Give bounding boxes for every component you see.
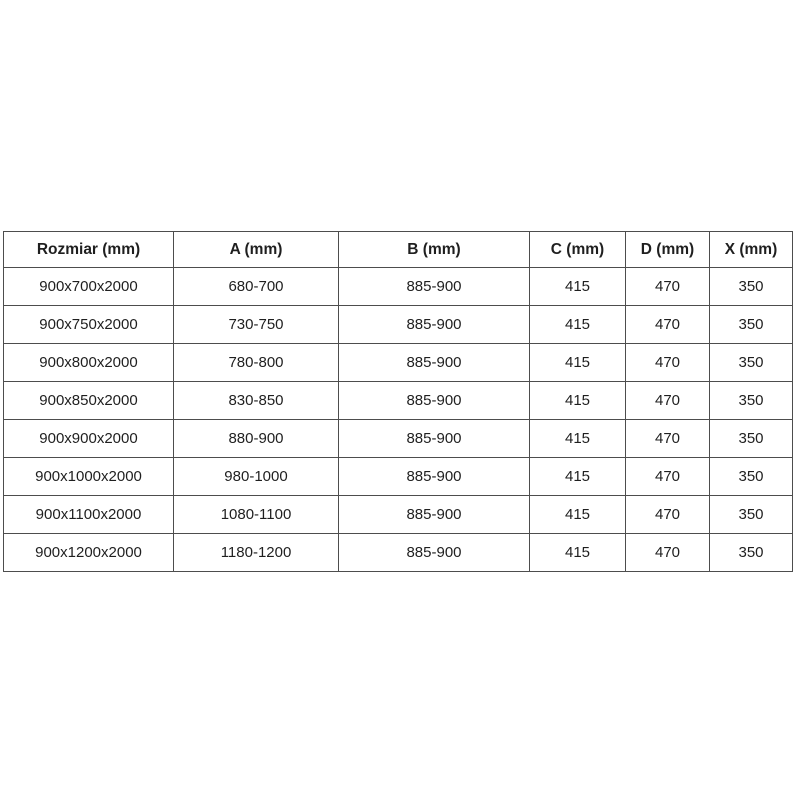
table-cell: 350 — [710, 534, 793, 572]
column-header: A (mm) — [174, 232, 339, 268]
table-cell: 900x900x2000 — [4, 420, 174, 458]
table-cell: 470 — [626, 496, 710, 534]
table-cell: 470 — [626, 534, 710, 572]
table-cell: 680-700 — [174, 268, 339, 306]
table-row — [4, 458, 793, 496]
table-cell: 415 — [530, 496, 626, 534]
table-cell: 900x700x2000 — [4, 268, 174, 306]
table-cell: 415 — [530, 420, 626, 458]
table-cell: 885-900 — [339, 344, 530, 382]
table-cell: 350 — [710, 344, 793, 382]
table-cell: 885-900 — [339, 420, 530, 458]
table-cell: 885-900 — [339, 496, 530, 534]
table-cell: 830-850 — [174, 382, 339, 420]
table-cell: 415 — [530, 458, 626, 496]
table-cell: 470 — [626, 344, 710, 382]
table-cell: 900x1100x2000 — [4, 496, 174, 534]
table-cell: 350 — [710, 458, 793, 496]
table-body — [4, 268, 793, 572]
table-cell: 415 — [530, 306, 626, 344]
table-cell: 470 — [626, 306, 710, 344]
table-row — [4, 534, 793, 572]
table-cell: 900x800x2000 — [4, 344, 174, 382]
table-cell: 900x750x2000 — [4, 306, 174, 344]
table-row — [4, 420, 793, 458]
table-row — [4, 496, 793, 534]
table-cell: 470 — [626, 268, 710, 306]
table-cell: 900x1000x2000 — [4, 458, 174, 496]
table-cell: 1180-1200 — [174, 534, 339, 572]
table-cell: 900x1200x2000 — [4, 534, 174, 572]
table-cell: 350 — [710, 382, 793, 420]
table-cell: 885-900 — [339, 382, 530, 420]
table-head — [4, 232, 793, 268]
table-cell: 415 — [530, 534, 626, 572]
column-header: B (mm) — [339, 232, 530, 268]
table-cell: 415 — [530, 268, 626, 306]
column-header: C (mm) — [530, 232, 626, 268]
table-cell: 885-900 — [339, 306, 530, 344]
table-cell: 1080-1100 — [174, 496, 339, 534]
column-header: X (mm) — [710, 232, 793, 268]
table-cell: 415 — [530, 382, 626, 420]
table-row — [4, 382, 793, 420]
table-cell: 470 — [626, 420, 710, 458]
table-cell: 350 — [710, 496, 793, 534]
table-cell: 470 — [626, 382, 710, 420]
table-cell: 470 — [626, 458, 710, 496]
table-cell: 885-900 — [339, 458, 530, 496]
table-cell: 885-900 — [339, 534, 530, 572]
table-cell: 885-900 — [339, 268, 530, 306]
table-cell: 350 — [710, 268, 793, 306]
table-cell: 730-750 — [174, 306, 339, 344]
table-row — [4, 344, 793, 382]
table-cell: 350 — [710, 420, 793, 458]
table-row — [4, 268, 793, 306]
table-cell: 780-800 — [174, 344, 339, 382]
table-cell: 415 — [530, 344, 626, 382]
table-cell: 350 — [710, 306, 793, 344]
column-header: Rozmiar (mm) — [4, 232, 174, 268]
table-row — [4, 306, 793, 344]
size-specification-table — [3, 231, 793, 572]
column-header: D (mm) — [626, 232, 710, 268]
table-cell: 880-900 — [174, 420, 339, 458]
table-cell: 980-1000 — [174, 458, 339, 496]
header-row — [4, 232, 793, 268]
table-cell: 900x850x2000 — [4, 382, 174, 420]
